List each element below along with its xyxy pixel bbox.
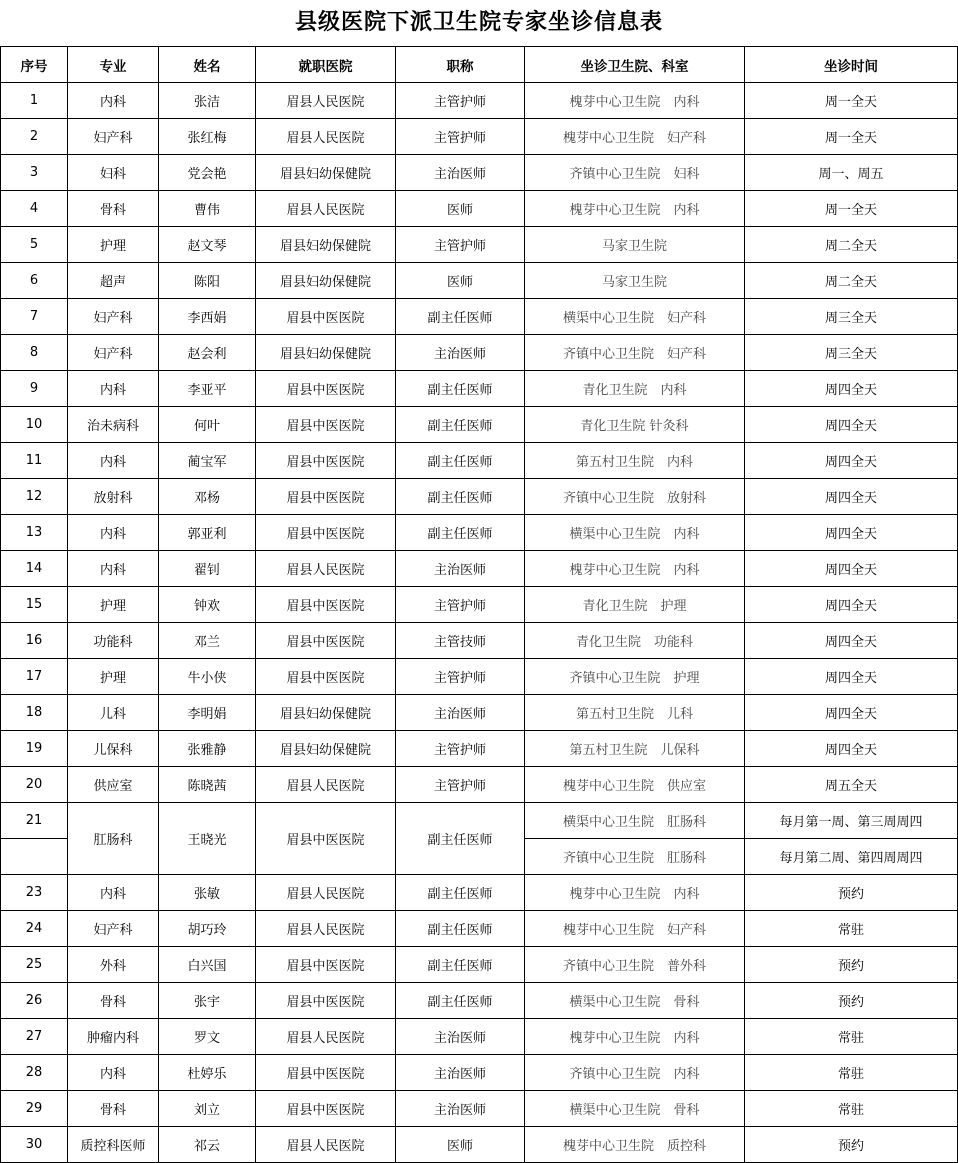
cell-specialty: 妇产科 <box>68 119 159 155</box>
cell-name: 曹伟 <box>159 191 256 227</box>
cell-title: 主管护师 <box>396 587 525 623</box>
cell-time: 常驻 <box>745 1019 958 1055</box>
cell-name: 何叶 <box>159 407 256 443</box>
cell-time: 周四全天 <box>745 443 958 479</box>
cell-no: 30 <box>1 1127 68 1163</box>
cell-site: 马家卫生院 <box>525 263 745 299</box>
cell-time: 周四全天 <box>745 515 958 551</box>
table-row <box>1 479 958 515</box>
cell-hospital: 眉县妇幼保健院 <box>256 731 396 767</box>
cell-hospital: 眉县人民医院 <box>256 119 396 155</box>
cell-no: 1 <box>1 83 68 119</box>
cell-name: 邓兰 <box>159 623 256 659</box>
cell-site: 横渠中心卫生院 骨科 <box>525 1091 745 1127</box>
cell-no: 7 <box>1 299 68 335</box>
cell-time: 预约 <box>745 875 958 911</box>
table-row <box>1 1127 958 1163</box>
cell-hospital: 眉县人民医院 <box>256 83 396 119</box>
cell-name: 邓杨 <box>159 479 256 515</box>
cell-site: 槐芽中心卫生院 内科 <box>525 551 745 587</box>
cell-no: 11 <box>1 443 68 479</box>
cell-time: 周一、周五 <box>745 155 958 191</box>
table-row <box>1 83 958 119</box>
cell-title: 主管护师 <box>396 731 525 767</box>
cell-name: 陈阳 <box>159 263 256 299</box>
table-row <box>1 263 958 299</box>
table-row <box>1 335 958 371</box>
table-row <box>1 983 958 1019</box>
cell-specialty: 肛肠科 <box>68 803 159 875</box>
cell-hospital: 眉县妇幼保健院 <box>256 335 396 371</box>
cell-name: 张雅静 <box>159 731 256 767</box>
cell-hospital: 眉县人民医院 <box>256 551 396 587</box>
table-row <box>1 371 958 407</box>
cell-no: 18 <box>1 695 68 731</box>
cell-title: 副主任医师 <box>396 875 525 911</box>
cell-site: 齐镇中心卫生院 内科 <box>525 1055 745 1091</box>
table-row <box>1 695 958 731</box>
cell-specialty: 儿保科 <box>68 731 159 767</box>
cell-hospital: 眉县人民医院 <box>256 1127 396 1163</box>
header-site: 坐诊卫生院、科室 <box>525 47 745 83</box>
cell-no: 27 <box>1 1019 68 1055</box>
cell-name: 胡巧玲 <box>159 911 256 947</box>
cell-site: 槐芽中心卫生院 妇产科 <box>525 119 745 155</box>
cell-time: 每月第二周、第四周周四 <box>745 839 958 875</box>
cell-hospital: 眉县中医医院 <box>256 659 396 695</box>
cell-specialty: 放射科 <box>68 479 159 515</box>
table-row <box>1 191 958 227</box>
cell-specialty: 内科 <box>68 371 159 407</box>
cell-site: 横渠中心卫生院 肛肠科 <box>525 803 745 839</box>
cell-time: 周四全天 <box>745 479 958 515</box>
cell-no: 4 <box>1 191 68 227</box>
cell-no: 10 <box>1 407 68 443</box>
cell-site: 槐芽中心卫生院 内科 <box>525 83 745 119</box>
cell-title: 副主任医师 <box>396 803 525 875</box>
cell-name: 党会艳 <box>159 155 256 191</box>
cell-title: 主管护师 <box>396 227 525 263</box>
cell-hospital: 眉县妇幼保健院 <box>256 227 396 263</box>
cell-specialty: 妇产科 <box>68 911 159 947</box>
cell-name: 杜婷乐 <box>159 1055 256 1091</box>
cell-hospital: 眉县中医医院 <box>256 803 396 875</box>
cell-site: 齐镇中心卫生院 放射科 <box>525 479 745 515</box>
cell-hospital: 眉县中医医院 <box>256 947 396 983</box>
cell-title: 副主任医师 <box>396 947 525 983</box>
cell-title: 主管技师 <box>396 623 525 659</box>
table-row <box>1 767 958 803</box>
cell-site: 横渠中心卫生院 骨科 <box>525 983 745 1019</box>
cell-hospital: 眉县中医医院 <box>256 623 396 659</box>
cell-title: 主管护师 <box>396 119 525 155</box>
cell-time: 周四全天 <box>745 659 958 695</box>
cell-hospital: 眉县人民医院 <box>256 1019 396 1055</box>
header-name: 姓名 <box>159 47 256 83</box>
cell-hospital: 眉县中医医院 <box>256 515 396 551</box>
cell-specialty: 护理 <box>68 227 159 263</box>
cell-name: 钟欢 <box>159 587 256 623</box>
cell-site: 槐芽中心卫生院 内科 <box>525 191 745 227</box>
cell-time: 常驻 <box>745 911 958 947</box>
cell-hospital: 眉县中医医院 <box>256 1055 396 1091</box>
table-row <box>1 803 958 839</box>
cell-no: 13 <box>1 515 68 551</box>
cell-no: 20 <box>1 767 68 803</box>
table-row <box>1 1055 958 1091</box>
table-row <box>1 1091 958 1127</box>
header-no: 序号 <box>1 47 68 83</box>
cell-specialty: 内科 <box>68 1055 159 1091</box>
cell-no: 15 <box>1 587 68 623</box>
cell-no: 25 <box>1 947 68 983</box>
cell-specialty: 护理 <box>68 659 159 695</box>
cell-title: 主治医师 <box>396 1055 525 1091</box>
cell-name: 祁云 <box>159 1127 256 1163</box>
cell-title: 主管护师 <box>396 83 525 119</box>
cell-specialty: 外科 <box>68 947 159 983</box>
cell-hospital: 眉县中医医院 <box>256 479 396 515</box>
cell-name: 张宇 <box>159 983 256 1019</box>
cell-specialty: 内科 <box>68 875 159 911</box>
cell-name: 牛小侠 <box>159 659 256 695</box>
cell-site: 槐芽中心卫生院 质控科 <box>525 1127 745 1163</box>
cell-site: 齐镇中心卫生院 妇科 <box>525 155 745 191</box>
cell-time: 每月第一周、第三周周四 <box>745 803 958 839</box>
cell-site: 槐芽中心卫生院 内科 <box>525 1019 745 1055</box>
cell-hospital: 眉县中医医院 <box>256 443 396 479</box>
page-title: 县级医院下派卫生院专家坐诊信息表 <box>294 10 663 35</box>
table-row <box>1 1019 958 1055</box>
cell-hospital: 眉县妇幼保健院 <box>256 695 396 731</box>
cell-hospital: 眉县妇幼保健院 <box>256 263 396 299</box>
cell-site: 第五村卫生院 内科 <box>525 443 745 479</box>
cell-name: 赵文琴 <box>159 227 256 263</box>
cell-name: 李西娟 <box>159 299 256 335</box>
cell-hospital: 眉县人民医院 <box>256 911 396 947</box>
header-row <box>1 47 958 83</box>
cell-site: 槐芽中心卫生院 内科 <box>525 875 745 911</box>
cell-time: 周一全天 <box>745 191 958 227</box>
table-row <box>1 587 958 623</box>
cell-time: 周四全天 <box>745 551 958 587</box>
cell-specialty: 治未病科 <box>68 407 159 443</box>
cell-time: 预约 <box>745 947 958 983</box>
cell-no: 9 <box>1 371 68 407</box>
cell-specialty: 超声 <box>68 263 159 299</box>
cell-title: 医师 <box>396 263 525 299</box>
cell-no: 12 <box>1 479 68 515</box>
cell-title: 副主任医师 <box>396 515 525 551</box>
cell-specialty: 内科 <box>68 515 159 551</box>
cell-time: 周五全天 <box>745 767 958 803</box>
cell-hospital: 眉县妇幼保健院 <box>256 155 396 191</box>
table-row <box>1 659 958 695</box>
cell-name: 赵会利 <box>159 335 256 371</box>
cell-title: 副主任医师 <box>396 983 525 1019</box>
cell-specialty: 妇产科 <box>68 335 159 371</box>
cell-title: 医师 <box>396 1127 525 1163</box>
table-row <box>1 911 958 947</box>
cell-time: 周四全天 <box>745 587 958 623</box>
table-row <box>1 407 958 443</box>
cell-hospital: 眉县中医医院 <box>256 587 396 623</box>
cell-name: 张敏 <box>159 875 256 911</box>
cell-time: 预约 <box>745 1127 958 1163</box>
cell-name: 罗文 <box>159 1019 256 1055</box>
cell-name: 郭亚利 <box>159 515 256 551</box>
cell-site: 齐镇中心卫生院 普外科 <box>525 947 745 983</box>
table-row <box>1 731 958 767</box>
header-time: 坐诊时间 <box>745 47 958 83</box>
cell-site: 齐镇中心卫生院 妇产科 <box>525 335 745 371</box>
cell-hospital: 眉县中医医院 <box>256 983 396 1019</box>
cell-hospital: 眉县中医医院 <box>256 299 396 335</box>
cell-time: 周一全天 <box>745 83 958 119</box>
cell-specialty: 骨科 <box>68 983 159 1019</box>
cell-site: 青化卫生院 内科 <box>525 371 745 407</box>
cell-title: 主治医师 <box>396 335 525 371</box>
cell-site: 第五村卫生院 儿科 <box>525 695 745 731</box>
cell-title: 主治医师 <box>396 695 525 731</box>
cell-name: 张红梅 <box>159 119 256 155</box>
cell-time: 周一全天 <box>745 119 958 155</box>
cell-title: 副主任医师 <box>396 407 525 443</box>
cell-no: 26 <box>1 983 68 1019</box>
cell-hospital: 眉县中医医院 <box>256 407 396 443</box>
cell-specialty: 内科 <box>68 83 159 119</box>
cell-no: 19 <box>1 731 68 767</box>
table-row <box>1 875 958 911</box>
cell-specialty: 骨科 <box>68 1091 159 1127</box>
cell-hospital: 眉县人民医院 <box>256 191 396 227</box>
cell-no: 28 <box>1 1055 68 1091</box>
cell-site: 青化卫生院 护理 <box>525 587 745 623</box>
cell-specialty: 妇科 <box>68 155 159 191</box>
table-row <box>1 227 958 263</box>
cell-specialty: 功能科 <box>68 623 159 659</box>
expert-table <box>0 46 958 1163</box>
cell-site: 青化卫生院 功能科 <box>525 623 745 659</box>
cell-no <box>1 839 68 875</box>
cell-no: 24 <box>1 911 68 947</box>
cell-time: 周二全天 <box>745 227 958 263</box>
cell-title: 副主任医师 <box>396 911 525 947</box>
cell-specialty: 质控科医师 <box>68 1127 159 1163</box>
cell-title: 主治医师 <box>396 155 525 191</box>
cell-name: 王晓光 <box>159 803 256 875</box>
table-row <box>1 299 958 335</box>
cell-name: 李明娟 <box>159 695 256 731</box>
cell-specialty: 供应室 <box>68 767 159 803</box>
cell-no: 6 <box>1 263 68 299</box>
table-row <box>1 947 958 983</box>
cell-hospital: 眉县中医医院 <box>256 371 396 407</box>
cell-title: 副主任医师 <box>396 479 525 515</box>
cell-hospital: 眉县人民医院 <box>256 767 396 803</box>
header-title: 职称 <box>396 47 525 83</box>
cell-time: 周二全天 <box>745 263 958 299</box>
cell-name: 刘立 <box>159 1091 256 1127</box>
cell-no: 8 <box>1 335 68 371</box>
cell-site: 横渠中心卫生院 内科 <box>525 515 745 551</box>
table-row <box>1 119 958 155</box>
cell-time: 周四全天 <box>745 731 958 767</box>
cell-site: 马家卫生院 <box>525 227 745 263</box>
cell-name: 张洁 <box>159 83 256 119</box>
cell-site: 齐镇中心卫生院 护理 <box>525 659 745 695</box>
cell-no: 17 <box>1 659 68 695</box>
cell-specialty: 儿科 <box>68 695 159 731</box>
cell-name: 蔺宝军 <box>159 443 256 479</box>
cell-specialty: 妇产科 <box>68 299 159 335</box>
cell-title: 主治医师 <box>396 1091 525 1127</box>
table-row <box>1 443 958 479</box>
cell-time: 常驻 <box>745 1055 958 1091</box>
table-row <box>1 551 958 587</box>
cell-hospital: 眉县中医医院 <box>256 1091 396 1127</box>
table-row <box>1 515 958 551</box>
cell-site: 青化卫生院 针灸科 <box>525 407 745 443</box>
table-row <box>1 623 958 659</box>
cell-name: 翟钊 <box>159 551 256 587</box>
cell-title: 主治医师 <box>396 1019 525 1055</box>
cell-no: 29 <box>1 1091 68 1127</box>
cell-no: 21 <box>1 803 68 839</box>
cell-specialty: 肿瘤内科 <box>68 1019 159 1055</box>
cell-site: 第五村卫生院 儿保科 <box>525 731 745 767</box>
table-body <box>1 83 958 1163</box>
cell-name: 白兴国 <box>159 947 256 983</box>
cell-title: 医师 <box>396 191 525 227</box>
cell-name: 李亚平 <box>159 371 256 407</box>
cell-title: 主治医师 <box>396 551 525 587</box>
header-specialty: 专业 <box>68 47 159 83</box>
cell-no: 23 <box>1 875 68 911</box>
cell-title: 主管护师 <box>396 659 525 695</box>
cell-specialty: 内科 <box>68 443 159 479</box>
cell-time: 周三全天 <box>745 335 958 371</box>
cell-site: 齐镇中心卫生院 肛肠科 <box>525 839 745 875</box>
cell-time: 周三全天 <box>745 299 958 335</box>
cell-title: 主管护师 <box>396 767 525 803</box>
cell-no: 2 <box>1 119 68 155</box>
cell-specialty: 内科 <box>68 551 159 587</box>
cell-hospital: 眉县人民医院 <box>256 875 396 911</box>
cell-title: 副主任医师 <box>396 443 525 479</box>
cell-time: 预约 <box>745 983 958 1019</box>
cell-site: 槐芽中心卫生院 妇产科 <box>525 911 745 947</box>
cell-no: 5 <box>1 227 68 263</box>
cell-time: 周四全天 <box>745 623 958 659</box>
cell-specialty: 骨科 <box>68 191 159 227</box>
cell-site: 横渠中心卫生院 妇产科 <box>525 299 745 335</box>
cell-time: 周四全天 <box>745 407 958 443</box>
cell-time: 周四全天 <box>745 695 958 731</box>
cell-no: 3 <box>1 155 68 191</box>
cell-no: 14 <box>1 551 68 587</box>
cell-title: 副主任医师 <box>396 299 525 335</box>
table-row <box>1 155 958 191</box>
cell-no: 16 <box>1 623 68 659</box>
cell-title: 副主任医师 <box>396 371 525 407</box>
cell-time: 周四全天 <box>745 371 958 407</box>
cell-time: 常驻 <box>745 1091 958 1127</box>
header-hospital: 就职医院 <box>256 47 396 83</box>
cell-site: 槐芽中心卫生院 供应室 <box>525 767 745 803</box>
cell-name: 陈晓茜 <box>159 767 256 803</box>
cell-specialty: 护理 <box>68 587 159 623</box>
